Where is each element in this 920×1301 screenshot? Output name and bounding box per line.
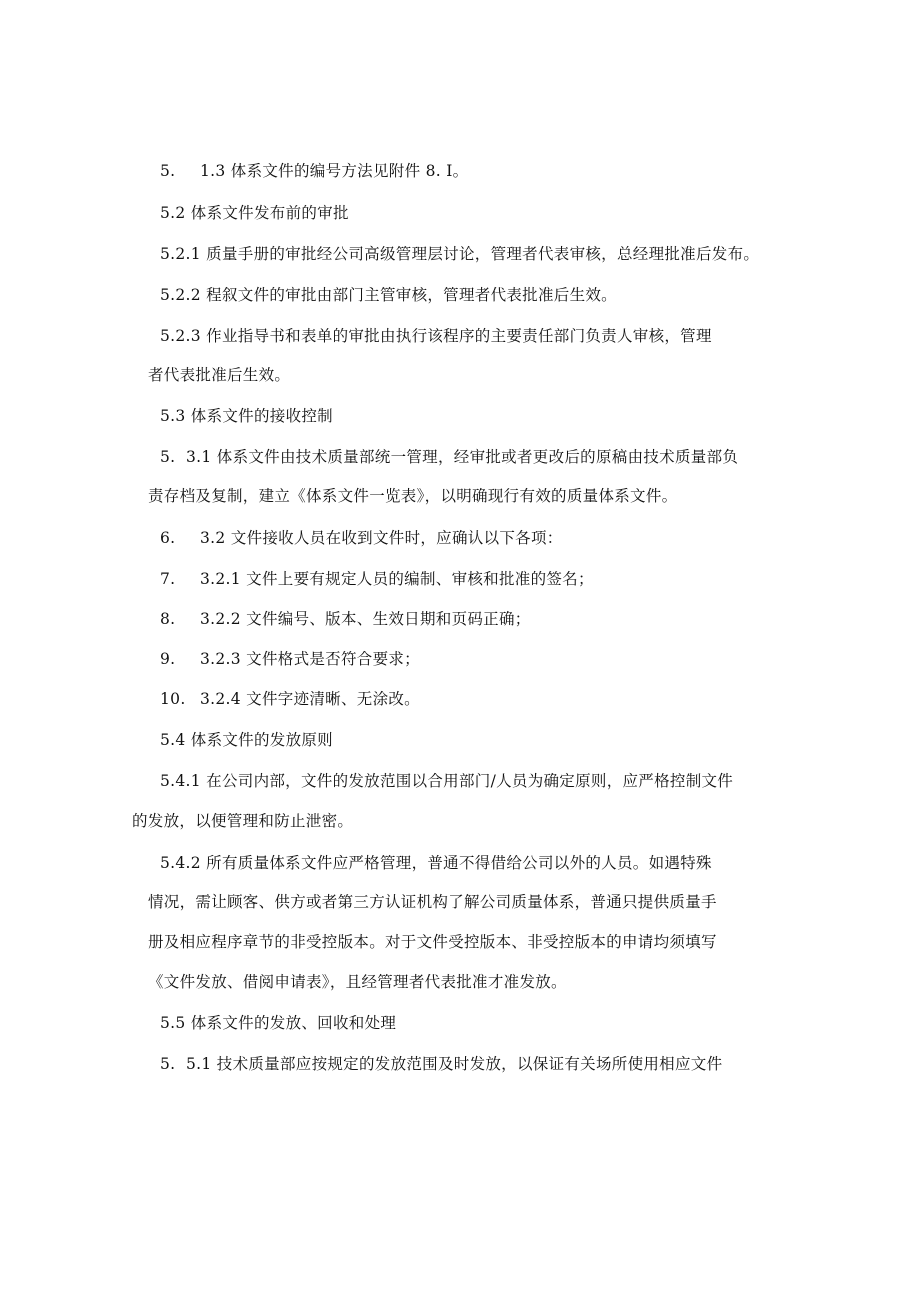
paragraph-line: 者代表批准后生效。 bbox=[148, 366, 291, 384]
item-number: 10. bbox=[160, 690, 186, 708]
item-text: 3.1 体系文件由技术质量部统一管理，经审批或者更改后的原稿由技术质量部负 bbox=[186, 448, 739, 466]
item-number: 5. bbox=[160, 448, 176, 466]
section-heading: 5.3 体系文件的接收控制 bbox=[160, 407, 333, 425]
paragraph-line: 5.2.3 作业指导书和表单的审批由执行该程序的主要责任部门负责人审核，管理 bbox=[160, 327, 712, 345]
item-text: 3.2.3 文件格式是否符合要求； bbox=[200, 650, 420, 668]
section-heading: 5.2 体系文件发布前的审批 bbox=[160, 204, 349, 222]
paragraph-line: 5.2.2 程叙文件的审批由部门主管审核，管理者代表批准后生效。 bbox=[160, 286, 617, 304]
list-item bbox=[160, 648, 420, 670]
list-item bbox=[160, 527, 563, 549]
item-text: 1.3 体系文件的编号方法见附件 8. I。 bbox=[200, 162, 469, 180]
paragraph-line: 册及相应程序章节的非受控版本。对于文件受控版本、非受控版本的申请均须填写 bbox=[148, 933, 717, 951]
paragraph-line: 情况，需让顾客、供方或者第三方认证机构了解公司质量体系，普通只提供质量手 bbox=[148, 893, 717, 911]
item-number: 6. bbox=[160, 529, 176, 547]
paragraph-line: 《文件发放、借阅申请表》，且经管理者代表批准才准发放。 bbox=[148, 973, 567, 991]
item-text: 3.2.2 文件编号、版本、生效日期和页码正确； bbox=[200, 610, 531, 628]
item-text: 3.2.1 文件上要有规定人员的编制、审核和批准的签名； bbox=[200, 570, 594, 588]
section-heading: 5.4 体系文件的发放原则 bbox=[160, 731, 333, 749]
item-number: 7. bbox=[160, 570, 176, 588]
section-heading: 5.5 体系文件的发放、回收和处理 bbox=[160, 1014, 397, 1032]
item-number: 5. bbox=[160, 162, 176, 180]
paragraph-line: 5.4.1 在公司内部，文件的发放范围以合用部门/人员为确定原则，应严格控制文件 bbox=[160, 772, 734, 790]
item-number: 8. bbox=[160, 610, 176, 628]
list-item bbox=[160, 160, 468, 182]
paragraph-line: 5.4.2 所有质量体系文件应严格管理，普通不得借给公司以外的人员。如遇特殊 bbox=[160, 854, 712, 872]
list-item bbox=[160, 1053, 722, 1075]
paragraph-line: 责存档及复制，建立《体系文件一览表》，以明确现行有效的质量体系文件。 bbox=[148, 487, 678, 505]
list-item bbox=[160, 688, 420, 710]
list-item bbox=[160, 446, 738, 468]
item-number: 5. bbox=[160, 1055, 176, 1073]
list-item bbox=[160, 608, 531, 630]
item-text: 3.2 文件接收人员在收到文件时，应确认以下各项： bbox=[200, 529, 563, 547]
paragraph-line: 的发放，以便管理和防止泄密。 bbox=[132, 812, 354, 830]
list-item bbox=[160, 568, 594, 590]
item-text: 3.2.4 文件字迹清晰、无涂改。 bbox=[200, 690, 420, 708]
item-number: 9. bbox=[160, 650, 176, 668]
item-text: 5.1 技术质量部应按规定的发放范围及时发放，以保证有关场所使用相应文件 bbox=[186, 1055, 723, 1073]
paragraph-line: 5.2.1 质量手册的审批经公司高级管理层讨论，管理者代表审核，总经理批准后发布。 bbox=[160, 245, 760, 263]
